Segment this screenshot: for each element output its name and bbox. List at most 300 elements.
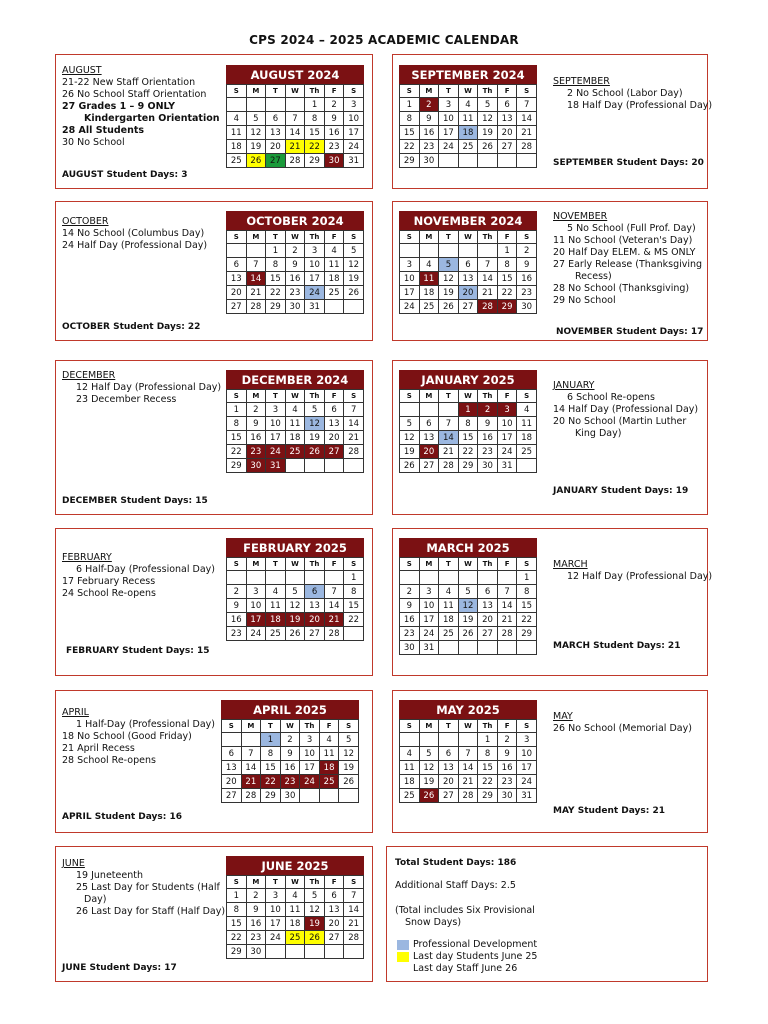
calendar-week <box>400 286 537 300</box>
calendar-day: 18 <box>400 775 420 789</box>
calendar-day: 21 <box>285 140 305 154</box>
calendar-day <box>285 945 305 959</box>
calendar-day: 11 <box>319 747 339 761</box>
calendar-day: 16 <box>517 272 537 286</box>
calendar-day <box>305 945 325 959</box>
calendar-day: 19 <box>285 613 305 627</box>
calendar-day: 3 <box>300 733 320 747</box>
calendar-day: 27 <box>324 445 344 459</box>
calendar-day: 19 <box>439 286 459 300</box>
calendar-day: 10 <box>305 258 325 272</box>
additional-staff-days: Additional Staff Days: 2.5 <box>395 880 516 891</box>
calendar-day: 14 <box>478 272 498 286</box>
calendar-week <box>400 571 537 585</box>
legend-swatch-yellow <box>397 952 409 962</box>
calendar-day: 17 <box>497 431 517 445</box>
calendar-day: 8 <box>478 747 498 761</box>
calendar-day: 13 <box>478 599 498 613</box>
calendar-day: 25 <box>285 931 305 945</box>
calendar-day <box>400 244 420 258</box>
calendar-day <box>344 627 364 641</box>
calendar-day: 1 <box>497 244 517 258</box>
calendar-day: 18 <box>517 431 537 445</box>
calendar-day: 17 <box>419 613 439 627</box>
weekday-header: Th <box>305 558 325 571</box>
month-notes-may <box>553 711 692 735</box>
weekday-header: F <box>497 558 517 571</box>
calendar-day <box>478 641 498 655</box>
calendar-day: 8 <box>497 258 517 272</box>
calendar-day: 20 <box>478 613 498 627</box>
calendar-week <box>222 747 359 761</box>
calendar-day: 12 <box>419 761 439 775</box>
weekday-header: F <box>324 390 344 403</box>
calendar-week <box>227 445 364 459</box>
calendar-day: 12 <box>305 417 325 431</box>
calendar-week <box>227 931 364 945</box>
weekday-header: Th <box>478 231 498 244</box>
note-line: 18 Half Day (Professional Day) <box>567 100 713 111</box>
calendar-day: 2 <box>285 244 305 258</box>
calendar-day: 9 <box>324 112 344 126</box>
calendar-day <box>266 571 286 585</box>
calendar-day: 13 <box>439 761 459 775</box>
calendar-day: 1 <box>305 98 325 112</box>
calendar-day: 23 <box>227 627 247 641</box>
calendar-day: 10 <box>497 417 517 431</box>
calendar-day: 1 <box>266 244 286 258</box>
weekday-header: F <box>497 85 517 98</box>
weekday-header: S <box>400 85 420 98</box>
calendar-week <box>400 599 537 613</box>
calendar-day: 21 <box>344 917 364 931</box>
legend-last-students <box>397 951 537 963</box>
weekday-header: T <box>439 85 459 98</box>
calendar-day: 5 <box>458 585 478 599</box>
calendar-day: 22 <box>517 613 537 627</box>
weekday-header: S <box>517 231 537 244</box>
note-line: 26 No School (Memorial Day) <box>553 723 692 734</box>
calendar-day: 24 <box>246 627 266 641</box>
calendar-month-header: JUNE 2025 <box>226 856 364 875</box>
calendar-day: 22 <box>400 140 420 154</box>
calendar-day <box>324 300 344 314</box>
note-line: 12 Half Day (Professional Day) <box>567 571 713 582</box>
calendar-day: 29 <box>400 154 420 168</box>
note-line: 28 School Re-opens <box>62 755 156 766</box>
calendar-day: 30 <box>280 789 300 803</box>
calendar-day: 17 <box>305 272 325 286</box>
calendar-day: 3 <box>439 98 459 112</box>
calendar-week <box>227 258 364 272</box>
calendar-day: 12 <box>400 431 420 445</box>
calendar-day: 8 <box>305 112 325 126</box>
calendar-day: 3 <box>246 585 266 599</box>
calendar-week <box>400 733 537 747</box>
month-notes-title: MARCH <box>553 559 588 570</box>
calendar-day: 11 <box>227 126 247 140</box>
calendar-day <box>227 571 247 585</box>
calendar-day: 12 <box>339 747 359 761</box>
weekday-header: S <box>227 558 247 571</box>
calendar-day: 13 <box>227 272 247 286</box>
calendar-week <box>227 286 364 300</box>
weekday-header: S <box>517 558 537 571</box>
calendar-day: 5 <box>478 98 498 112</box>
calendar-day: 29 <box>261 789 281 803</box>
calendar-day: 15 <box>344 599 364 613</box>
calendar-day: 22 <box>497 286 517 300</box>
weekday-header: S <box>400 558 420 571</box>
calendar-day: 25 <box>266 627 286 641</box>
calendar-day: 28 <box>246 300 266 314</box>
calendar-day: 7 <box>344 889 364 903</box>
calendar-week <box>227 112 364 126</box>
calendar-day: 20 <box>324 431 344 445</box>
calendar-day: 30 <box>324 154 344 168</box>
calendar-day: 27 <box>478 627 498 641</box>
calendar-grid <box>226 389 364 473</box>
calendar-day: 21 <box>246 286 266 300</box>
calendar-jun <box>226 856 364 959</box>
weekday-header: W <box>285 558 305 571</box>
calendar-day: 24 <box>400 300 420 314</box>
calendar-day: 2 <box>324 98 344 112</box>
calendar-day <box>517 154 537 168</box>
weekday-header: W <box>458 85 478 98</box>
note-line: 5 No School (Full Prof. Day) <box>567 223 696 234</box>
month-notes-title: MAY <box>553 711 573 722</box>
calendar-week <box>227 98 364 112</box>
calendar-week <box>227 613 364 627</box>
weekday-header: Th <box>478 85 498 98</box>
calendar-day: 9 <box>227 599 247 613</box>
calendar-day: 6 <box>227 258 247 272</box>
calendar-week <box>400 445 537 459</box>
calendar-day: 23 <box>246 931 266 945</box>
calendar-day: 30 <box>400 641 420 655</box>
calendar-day: 5 <box>246 112 266 126</box>
weekday-header: S <box>339 720 359 733</box>
calendar-day: 22 <box>227 445 247 459</box>
total-includes-note: (Total includes Six Provisional <box>395 905 535 916</box>
calendar-day: 24 <box>305 286 325 300</box>
calendar-month-header: MARCH 2025 <box>399 538 537 557</box>
calendar-day: 16 <box>419 126 439 140</box>
calendar-day <box>241 733 261 747</box>
calendar-day: 30 <box>478 459 498 473</box>
calendar-day: 4 <box>285 889 305 903</box>
calendar-day: 25 <box>227 154 247 168</box>
calendar-day: 27 <box>266 154 286 168</box>
calendar-oct <box>226 211 364 314</box>
calendar-day <box>478 154 498 168</box>
calendar-day: 22 <box>261 775 281 789</box>
calendar-day: 17 <box>266 431 286 445</box>
weekday-header: W <box>458 720 478 733</box>
calendar-day: 21 <box>324 613 344 627</box>
calendar-day: 16 <box>400 613 420 627</box>
calendar-month-header: JANUARY 2025 <box>399 370 537 389</box>
calendar-day: 26 <box>246 154 266 168</box>
calendar-day: 12 <box>439 272 459 286</box>
weekday-header: M <box>419 558 439 571</box>
calendar-day <box>246 571 266 585</box>
total-student-days: Total Student Days: 186 <box>395 858 517 868</box>
calendar-week <box>400 613 537 627</box>
weekday-header: M <box>419 390 439 403</box>
month-notes-apr <box>62 707 215 767</box>
calendar-grid <box>399 557 537 655</box>
calendar-day: 9 <box>517 258 537 272</box>
calendar-day <box>458 733 478 747</box>
calendar-day: 5 <box>305 889 325 903</box>
calendar-grid <box>226 875 364 959</box>
calendar-day: 9 <box>497 747 517 761</box>
student-days-nov: NOVEMBER Student Days: 17 <box>556 327 704 337</box>
calendar-week <box>227 627 364 641</box>
calendar-day: 22 <box>227 931 247 945</box>
weekday-header: F <box>324 231 344 244</box>
calendar-day: 25 <box>285 445 305 459</box>
weekday-header: S <box>344 876 364 889</box>
calendar-day: 18 <box>266 613 286 627</box>
calendar-day: 27 <box>497 140 517 154</box>
calendar-day: 2 <box>478 403 498 417</box>
calendar-day <box>458 641 478 655</box>
calendar-day: 3 <box>305 244 325 258</box>
note-line: 20 No School (Martin Luther <box>553 416 687 427</box>
total-includes-note-2: Snow Days) <box>405 917 462 928</box>
calendar-day: 22 <box>344 613 364 627</box>
weekday-header: Th <box>478 558 498 571</box>
calendar-day <box>246 244 266 258</box>
calendar-day: 6 <box>324 403 344 417</box>
calendar-day: 20 <box>227 286 247 300</box>
weekday-header: F <box>319 720 339 733</box>
calendar-day: 18 <box>285 917 305 931</box>
calendar-month-header: APRIL 2025 <box>221 700 359 719</box>
summary-box <box>386 846 708 982</box>
calendar-day <box>419 403 439 417</box>
calendar-day <box>300 789 320 803</box>
calendar-day: 11 <box>324 258 344 272</box>
calendar-day: 29 <box>478 789 498 803</box>
calendar-day: 24 <box>266 445 286 459</box>
calendar-day: 24 <box>419 627 439 641</box>
weekday-header: M <box>246 390 266 403</box>
calendar-dec <box>226 370 364 473</box>
calendar-day: 21 <box>497 613 517 627</box>
calendar-day: 21 <box>478 286 498 300</box>
calendar-day: 16 <box>478 431 498 445</box>
calendar-day <box>324 459 344 473</box>
calendar-day: 17 <box>439 126 459 140</box>
calendar-day <box>266 945 286 959</box>
weekday-header: S <box>344 85 364 98</box>
month-notes-mar <box>553 559 712 583</box>
calendar-day: 5 <box>339 733 359 747</box>
calendar-day: 13 <box>324 903 344 917</box>
calendar-day: 25 <box>324 286 344 300</box>
calendar-day: 12 <box>344 258 364 272</box>
weekday-header: W <box>285 231 305 244</box>
calendar-day: 14 <box>344 417 364 431</box>
note-line: 26 Last Day for Staff (Half Day) <box>76 906 226 917</box>
weekday-header: F <box>324 876 344 889</box>
calendar-day: 10 <box>246 599 266 613</box>
calendar-day: 15 <box>478 761 498 775</box>
calendar-day: 24 <box>266 931 286 945</box>
calendar-day: 31 <box>305 300 325 314</box>
student-days-mar: MARCH Student Days: 21 <box>553 641 681 651</box>
note-line: 27 Grades 1 – 9 ONLY <box>62 101 175 112</box>
calendar-day: 28 <box>344 931 364 945</box>
calendar-day: 7 <box>285 112 305 126</box>
calendar-day: 19 <box>344 272 364 286</box>
calendar-day: 15 <box>497 272 517 286</box>
calendar-day: 3 <box>517 733 537 747</box>
calendar-day: 17 <box>300 761 320 775</box>
month-notes-jun <box>62 858 225 918</box>
calendar-day: 18 <box>439 613 459 627</box>
calendar-day: 10 <box>419 599 439 613</box>
calendar-day: 29 <box>227 459 247 473</box>
calendar-day: 4 <box>266 585 286 599</box>
calendar-day <box>339 789 359 803</box>
weekday-header: M <box>246 231 266 244</box>
calendar-day: 14 <box>285 126 305 140</box>
weekday-header: T <box>266 85 286 98</box>
calendar-day: 6 <box>439 747 459 761</box>
calendar-day <box>222 733 242 747</box>
weekday-header: W <box>458 558 478 571</box>
calendar-day: 14 <box>439 431 459 445</box>
calendar-day: 13 <box>266 126 286 140</box>
calendar-day <box>419 571 439 585</box>
month-notes-title: JUNE <box>62 858 85 869</box>
calendar-day: 24 <box>344 140 364 154</box>
calendar-day <box>400 571 420 585</box>
weekday-header: W <box>285 85 305 98</box>
calendar-day: 19 <box>339 761 359 775</box>
calendar-day: 19 <box>400 445 420 459</box>
calendar-week <box>400 126 537 140</box>
calendar-day: 13 <box>305 599 325 613</box>
calendar-day: 15 <box>400 126 420 140</box>
calendar-day: 31 <box>419 641 439 655</box>
calendar-week <box>227 154 364 168</box>
calendar-day: 20 <box>497 126 517 140</box>
calendar-week <box>400 112 537 126</box>
calendar-day: 16 <box>280 761 300 775</box>
calendar-grid <box>399 389 537 473</box>
month-notes-title: APRIL <box>62 707 89 718</box>
calendar-day: 4 <box>517 403 537 417</box>
calendar-day: 17 <box>517 761 537 775</box>
calendar-day: 3 <box>266 403 286 417</box>
weekday-header: W <box>285 876 305 889</box>
calendar-day <box>439 403 459 417</box>
calendar-day: 19 <box>305 431 325 445</box>
calendar-day: 7 <box>241 747 261 761</box>
calendar-day: 11 <box>400 761 420 775</box>
calendar-week <box>227 244 364 258</box>
weekday-header: M <box>246 85 266 98</box>
calendar-day <box>285 571 305 585</box>
calendar-week <box>400 154 537 168</box>
calendar-day: 23 <box>497 775 517 789</box>
calendar-day <box>227 244 247 258</box>
month-notes-feb <box>62 552 215 600</box>
weekday-header: T <box>439 558 459 571</box>
calendar-day <box>419 733 439 747</box>
weekday-header: Th <box>305 390 325 403</box>
calendar-day: 11 <box>419 272 439 286</box>
calendar-day: 26 <box>305 445 325 459</box>
student-days-dec: DECEMBER Student Days: 15 <box>62 496 208 506</box>
month-notes-title: DECEMBER <box>62 370 116 381</box>
calendar-day: 14 <box>344 903 364 917</box>
calendar-day: 21 <box>439 445 459 459</box>
calendar-day: 9 <box>285 258 305 272</box>
calendar-day: 31 <box>344 154 364 168</box>
calendar-day: 26 <box>305 931 325 945</box>
calendar-day: 10 <box>266 903 286 917</box>
calendar-day: 4 <box>324 244 344 258</box>
calendar-day <box>344 300 364 314</box>
legend-swatch-blue <box>397 940 409 950</box>
calendar-day: 20 <box>305 613 325 627</box>
calendar-week <box>400 761 537 775</box>
calendar-day <box>319 789 339 803</box>
calendar-day: 8 <box>400 112 420 126</box>
calendar-day: 2 <box>517 244 537 258</box>
calendar-day: 25 <box>439 627 459 641</box>
calendar-day <box>344 945 364 959</box>
calendar-day: 15 <box>458 431 478 445</box>
weekday-header: T <box>266 876 286 889</box>
calendar-day: 24 <box>517 775 537 789</box>
legend-prof-dev <box>397 939 537 951</box>
calendar-day: 13 <box>222 761 242 775</box>
calendar-day: 17 <box>246 613 266 627</box>
student-days-apr: APRIL Student Days: 16 <box>62 812 183 822</box>
calendar-day: 3 <box>400 258 420 272</box>
calendar-day: 23 <box>246 445 266 459</box>
calendar-day: 18 <box>419 286 439 300</box>
calendar-aug <box>226 65 364 168</box>
calendar-week <box>400 272 537 286</box>
weekday-header: F <box>497 231 517 244</box>
calendar-day: 4 <box>319 733 339 747</box>
calendar-week <box>222 733 359 747</box>
calendar-day: 2 <box>246 889 266 903</box>
calendar-day: 2 <box>280 733 300 747</box>
calendar-day: 3 <box>419 585 439 599</box>
calendar-day: 11 <box>517 417 537 431</box>
calendar-day: 16 <box>285 272 305 286</box>
calendar-nov <box>399 211 537 314</box>
student-days-feb: FEBRUARY Student Days: 15 <box>66 646 210 656</box>
calendar-day <box>285 98 305 112</box>
weekday-header: M <box>246 876 266 889</box>
calendar-week <box>227 431 364 445</box>
calendar-day: 12 <box>246 126 266 140</box>
calendar-week <box>227 571 364 585</box>
calendar-day: 6 <box>266 112 286 126</box>
calendar-day: 20 <box>324 917 344 931</box>
